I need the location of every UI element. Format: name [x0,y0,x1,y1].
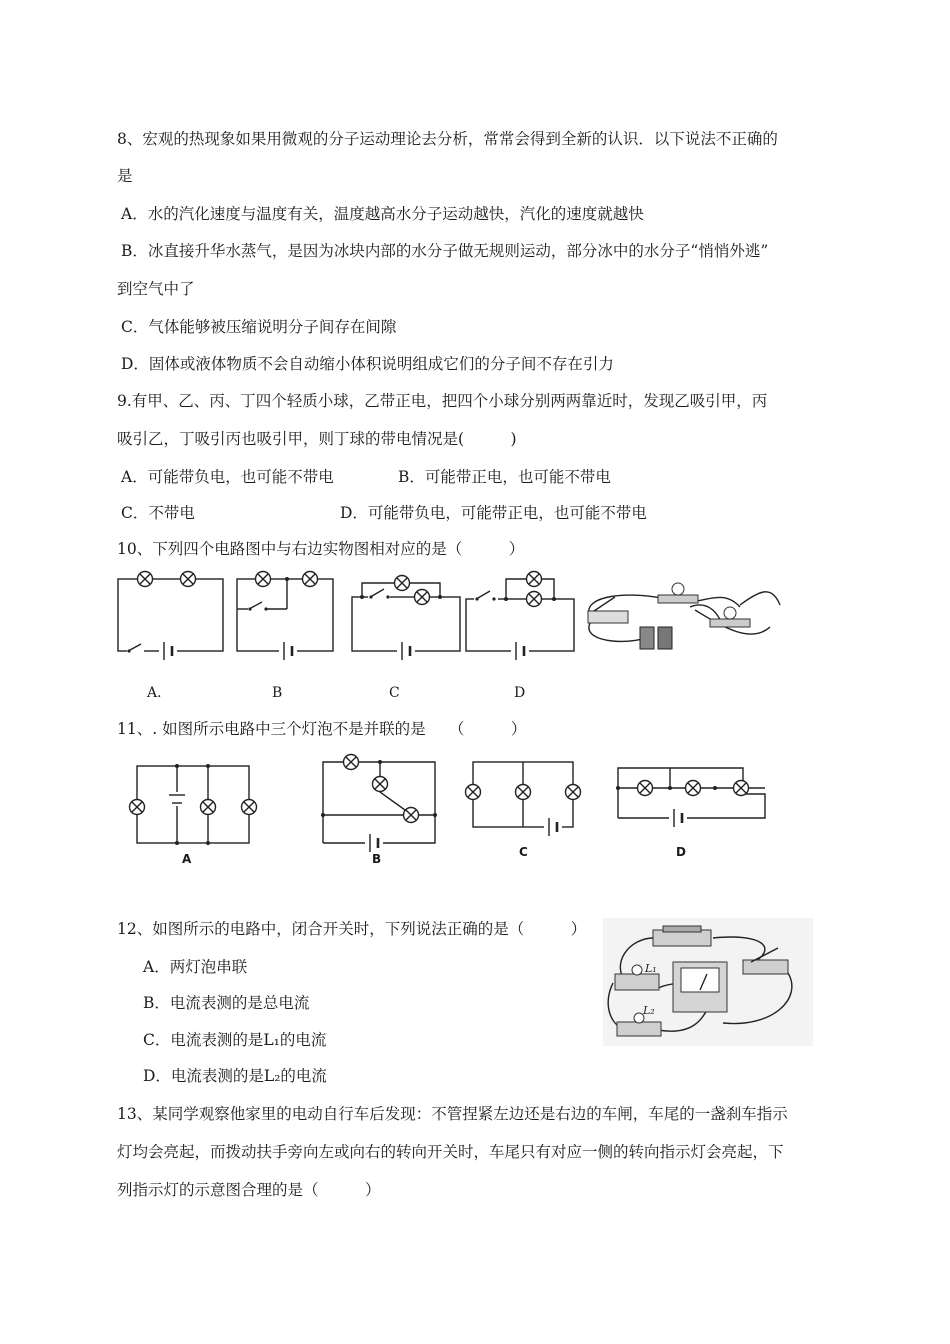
q8-stem-line1: 8、宏观的热现象如果用微观的分子运动理论去分析，常常会得到全新的认识．以下说法不正确的 [117,130,778,148]
q10-circuit-c [352,576,460,661]
q11-circuit-d [616,768,765,827]
q11-circuit-a [130,764,257,845]
q10-label-b: B [272,685,283,701]
q8-stem-line2: 是 [117,167,133,185]
q11-label-d: D [676,845,686,859]
q10-label-a: A. [147,685,162,701]
q8-option-d: D．固体或液体物质不会自动缩小体积说明组成它们的分子间不存在引力 [121,355,614,373]
q9-option-a: A．可能带负电，也可能不带电 [121,468,334,486]
q8-option-c: C．气体能够被压缩说明分子间存在间隙 [121,318,397,336]
q12-option-a: A．两灯泡串联 [143,958,248,976]
q10-physical-circuit-picture [588,583,780,649]
q11-label-b: B [372,852,382,866]
q13-stem-line1: 13、某同学观察他家里的电动自行车后发现：不管捏紧左边还是右边的车闸，车尾的一盏刹车指示 [117,1105,788,1123]
q9-option-d: D．可能带负电，可能带正电，也可能不带电 [340,504,647,522]
q10-stem: 10、下列四个电路图中与右边实物图相对应的是（ ） [117,540,525,558]
q12-option-c: C．电流表测的是L₁的电流 [143,1031,327,1049]
q9-option-c: C．不带电 [121,504,195,522]
q8-option-b-line1: B．冰直接升华水蒸气，是因为冰块内部的水分子做无规则运动，部分冰中的水分子“悄悄外逃” [121,242,769,260]
q13-stem-line3: 列指示灯的示意图合理的是（ ） [117,1181,381,1199]
q10-circuit-diagrams [110,565,790,670]
q12-physical-circuit-picture [603,918,813,1046]
q9-stem-line1: 9.有甲、乙、丙、丁四个轻质小球，乙带正电，把四个小球分别两两靠近时，发现乙吸引甲，丙 [117,392,768,410]
q8-option-a: A．水的汽化速度与温度有关，温度越高水分子运动越快，汽化的速度就越快 [121,205,644,223]
q11-circuit-b [321,755,437,853]
q10-circuit-b [237,572,333,661]
q11-stem: 11、. 如图所示电路中三个灯泡不是并联的是 （ ） [117,720,527,738]
q12-option-d: D．电流表测的是L₂的电流 [143,1067,327,1085]
q9-stem-line2: 吸引乙，丁吸引丙也吸引甲，则丁球的带电情况是( ) [117,430,517,448]
q10-label-c: C [389,685,400,701]
q11-label-a: A [182,852,192,866]
q12-photo-label-l1: L₁ [645,962,657,975]
q9-option-b: B．可能带正电，也可能不带电 [398,468,611,486]
q12-photo-label-l2: L₂ [643,1004,655,1017]
q10-label-d: D [514,685,526,701]
q13-stem-line2: 灯均会亮起，而拨动扶手旁向左或向右的转向开关时，车尾只有对应一侧的转向指示灯会亮起，下 [117,1143,784,1161]
q12-stem: 12、如图所示的电路中，闭合开关时，下列说法正确的是（ ） [117,920,587,938]
q10-circuit-a [118,572,223,661]
q8-option-b-line2: 到空气中了 [117,280,195,298]
q11-circuit-diagrams [125,752,775,852]
q12-option-b: B．电流表测的是总电流 [143,994,310,1012]
q11-label-c: C [519,845,528,859]
q11-circuit-c [466,762,581,836]
q10-circuit-d [466,572,574,661]
